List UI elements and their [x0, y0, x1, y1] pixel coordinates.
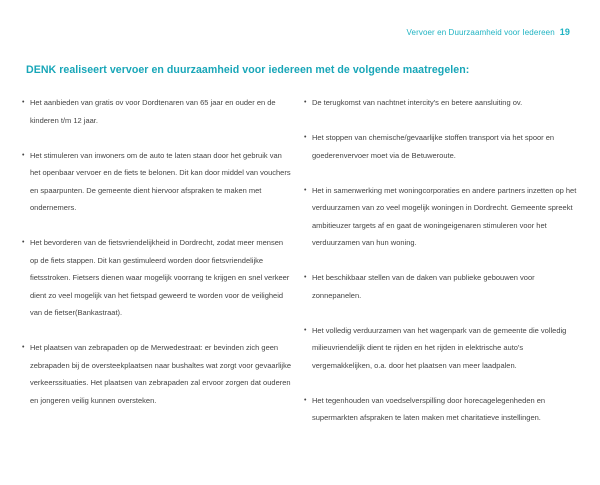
bullet-text: Het plaatsen van zebrapaden op de Merwedestraat: er bevinden zich geen zebrapaden bij de oversteekplaatsen naar bushaltes wat zorgt voor gevaarlijke verkeerssituaties. Het plaatsen van zebrapaden zal ervoor zorgen dat ouderen en jongeren veilig kunnen oversteken.	[30, 343, 291, 405]
right-bullet-list	[304, 94, 584, 444]
section-heading: DENK realiseert vervoer en duurzaamheid voor iedereen met de volgende maatregelen:	[26, 64, 470, 76]
page-number: 19	[559, 27, 570, 37]
bullet-text: De terugkomst van nachtnet intercity's en betere aansluiting ov.	[312, 98, 523, 107]
bullet-text: Het stoppen van chemische/gevaarlijke stoffen transport via het spoor en goederenvervoer moet via de Betuweroute.	[312, 133, 555, 160]
bullet-item	[304, 94, 584, 112]
header-title: Vervoer en Duurzaamheid voor Iedereen	[406, 28, 555, 37]
bullet-marker: •	[22, 99, 25, 106]
bullet-text: Het aanbieden van gratis ov voor Dordtenaren van 65 jaar en ouder en de kinderen t/m 12 jaar.	[30, 98, 276, 125]
bullet-marker: •	[304, 186, 307, 194]
bullet-text: Het in samenwerking met woningcorporaties en andere partners inzetten op het verduurzamen van zo veel mogelijk woningen in Dordrecht. Gemeente spreekt ambitieuzer targets af en gaat de woningeigenaren stimuleren voor het verduurzamen van hun woning.	[312, 185, 577, 247]
page-header	[407, 27, 570, 37]
bullet-marker: •	[304, 396, 307, 404]
bullet-marker: •	[304, 274, 307, 281]
bullet-item	[304, 322, 584, 375]
bullet-marker: •	[304, 99, 307, 106]
bullet-marker: •	[22, 239, 25, 246]
bullet-marker: •	[22, 344, 25, 351]
bullet-item	[22, 147, 292, 217]
bullet-item	[304, 392, 584, 427]
bullet-text: Het volledig verduurzamen van het wagenpark van de gemeente die volledig milieuvriendelijk dient te rijden en het rijden in elektrische auto's vergemakkelijken, o.a. door het plaatsen van meer laadpalen.	[312, 325, 567, 370]
bullet-text: Het beschikbaar stellen van de daken van publieke gebouwen voor zonnepanelen.	[312, 273, 535, 300]
bullet-item	[22, 234, 292, 322]
bullet-text: Het tegenhouden van voedselverspilling door horecagelegenheden en supermarkten afspraken te laten maken met charitatieve instellingen.	[312, 395, 546, 422]
bullet-marker: •	[304, 326, 307, 334]
bullet-text: Het stimuleren van inwoners om de auto te laten staan door het gebruik van het openbaar vervoer en de fiets te belonen. Dit kan door middel van vouchers en spaarpunten. De gemeente dient hiervoor afspraken te maken met ondernemers.	[30, 150, 291, 212]
bullet-text: Het bevorderen van de fietsvriendelijkheid in Dordrecht, zodat meer mensen op de fiets stappen. Dit kan gestimuleerd worden door fietsvriendelijke fietsstroken. Fietsers dienen waar mogelijk voorrang te krijgen en snel verkeer dient zo veel mogelijk van het fietspad geweerd te worden voor de veiligheid van de fietser(Bankastraat).	[30, 238, 290, 317]
left-bullet-list	[22, 94, 292, 427]
bullet-marker: •	[22, 151, 25, 159]
bullet-marker: •	[304, 134, 307, 141]
bullet-item	[22, 94, 292, 129]
bullet-item	[22, 339, 292, 409]
bullet-item	[304, 269, 584, 304]
bullet-item	[304, 182, 584, 252]
bullet-item	[304, 129, 584, 164]
